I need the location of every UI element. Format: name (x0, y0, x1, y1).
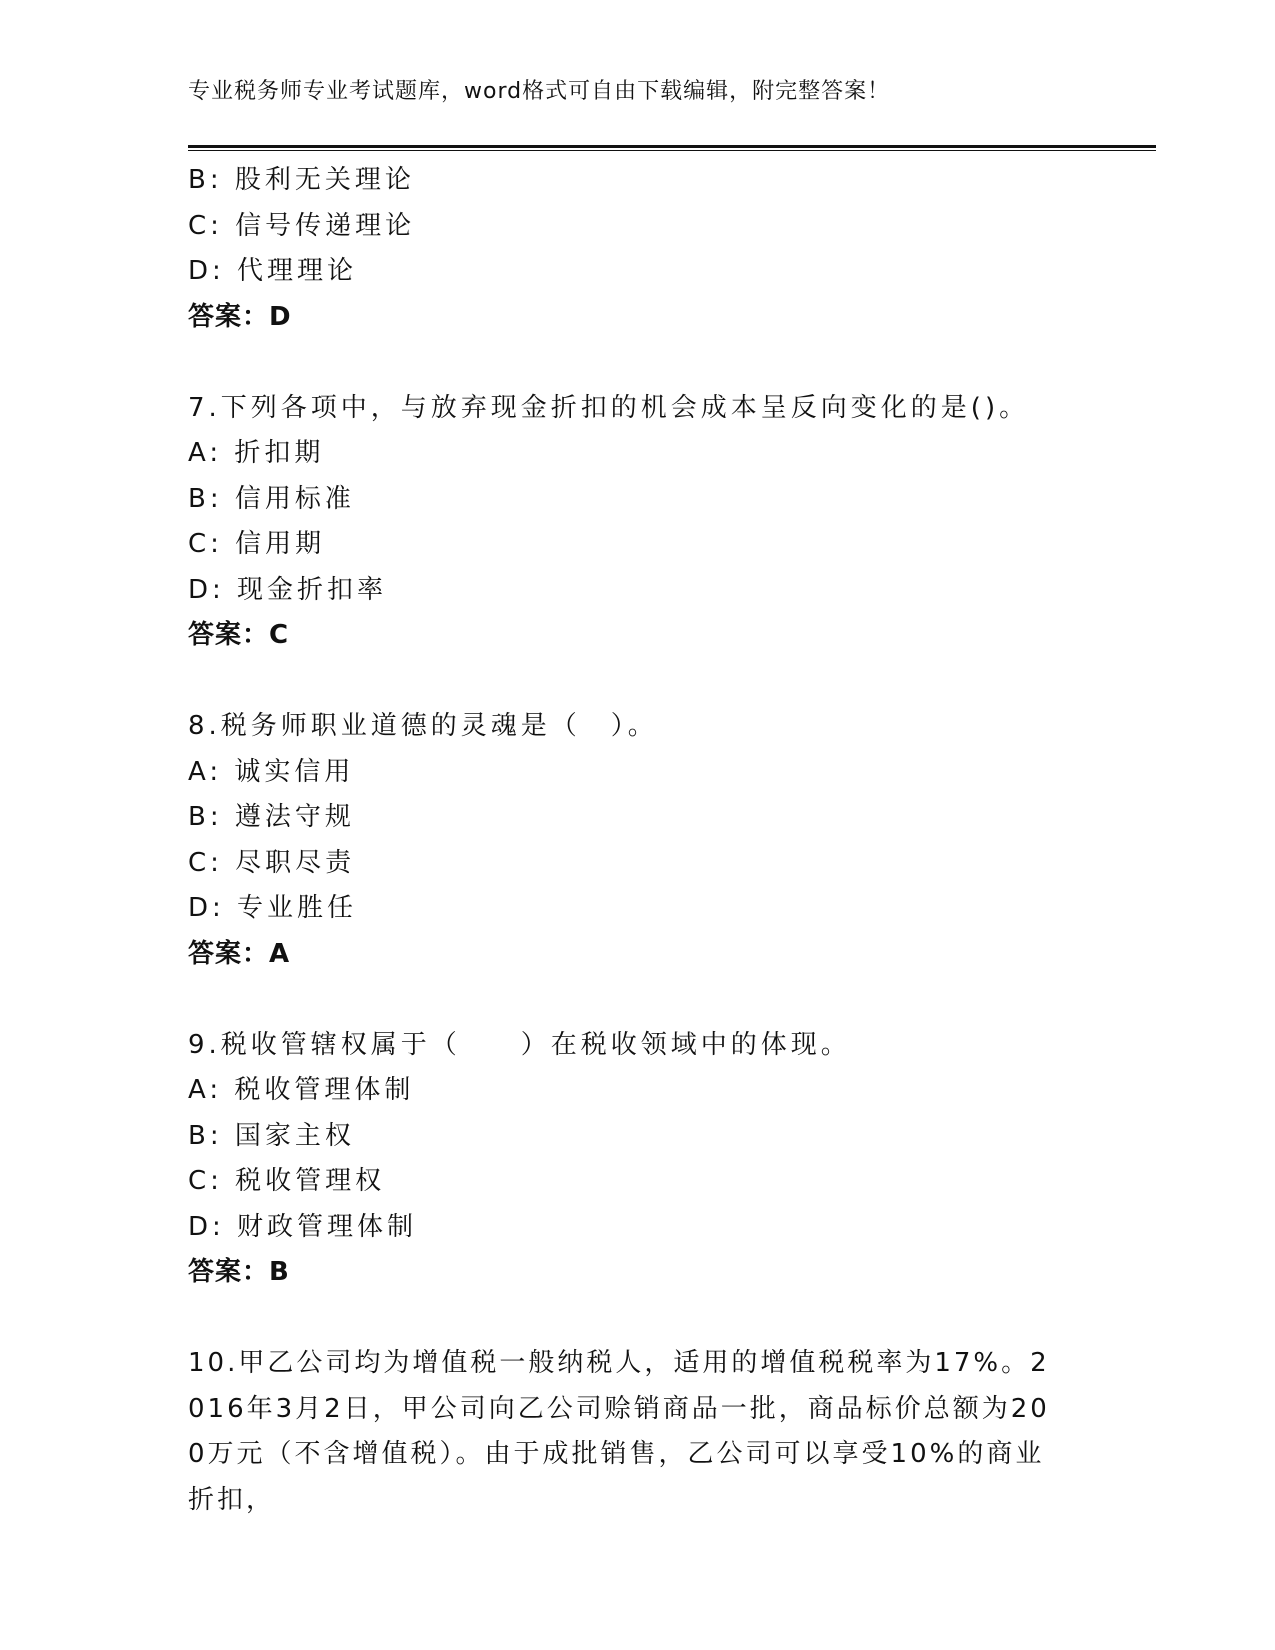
option-a: A: 折扣期 (188, 438, 325, 468)
question-9-block (188, 1023, 1088, 1296)
header-rule-thick (188, 145, 1156, 148)
answer-line: 答案：B (188, 1257, 290, 1287)
question-7-block (188, 386, 1088, 659)
option-b: B: 股利无关理论 (188, 165, 415, 195)
question-8-block (188, 704, 1088, 977)
option-c: C: 尽职尽责 (188, 847, 356, 878)
option-a: A: 诚实信用 (188, 756, 355, 787)
answer-line: 答案：C (188, 620, 290, 650)
answer-line: 答案：D (188, 301, 292, 332)
option-d: D: 财政管理体制 (188, 1211, 418, 1242)
header-rule-thin (188, 150, 1156, 151)
question-stem: 7.下列各项中，与放弃现金折扣的机会成本呈反向变化的是()。 (188, 392, 1030, 423)
option-b: B: 国家主权 (188, 1120, 355, 1151)
spacer (188, 659, 1088, 705)
page-header: 专业税务师专业考试题库，word格式可自由下载编辑，附完整答案！ (188, 79, 891, 104)
option-b: B: 遵法守规 (188, 802, 355, 832)
question-10-block (188, 1341, 1088, 1523)
question-stem: 8.税务师职业道德的灵魂是（ ）。 (188, 711, 658, 741)
spacer (188, 340, 1088, 386)
option-d: D: 专业胜任 (188, 893, 358, 923)
partial-question-block (188, 158, 1088, 340)
question-stem: 10.甲乙公司均为增值税一般纳税人，适用的增值税税率为17%。2016年3月2日，甲公司向乙公司赊销商品一批，商品标价总额为200万元（不含增值税）。由于成批销售，乙公司可以享受10%的商业折扣， (188, 1348, 1050, 1515)
spacer (188, 1296, 1088, 1342)
option-c: C: 信用期 (188, 529, 326, 559)
option-d: D: 代理理论 (188, 256, 358, 286)
option-c: C: 税收管理权 (188, 1166, 386, 1196)
question-content (188, 158, 1088, 1523)
option-c: C: 信号传递理论 (188, 210, 416, 241)
answer-line: 答案：A (188, 938, 291, 969)
spacer (188, 977, 1088, 1023)
option-a: A: 税收管理体制 (188, 1075, 415, 1105)
question-stem: 9.税收管辖权属于（ ）在税收领域中的体现。 (188, 1029, 851, 1060)
option-d: D: 现金折扣率 (188, 574, 388, 605)
option-b: B: 信用标准 (188, 483, 355, 514)
